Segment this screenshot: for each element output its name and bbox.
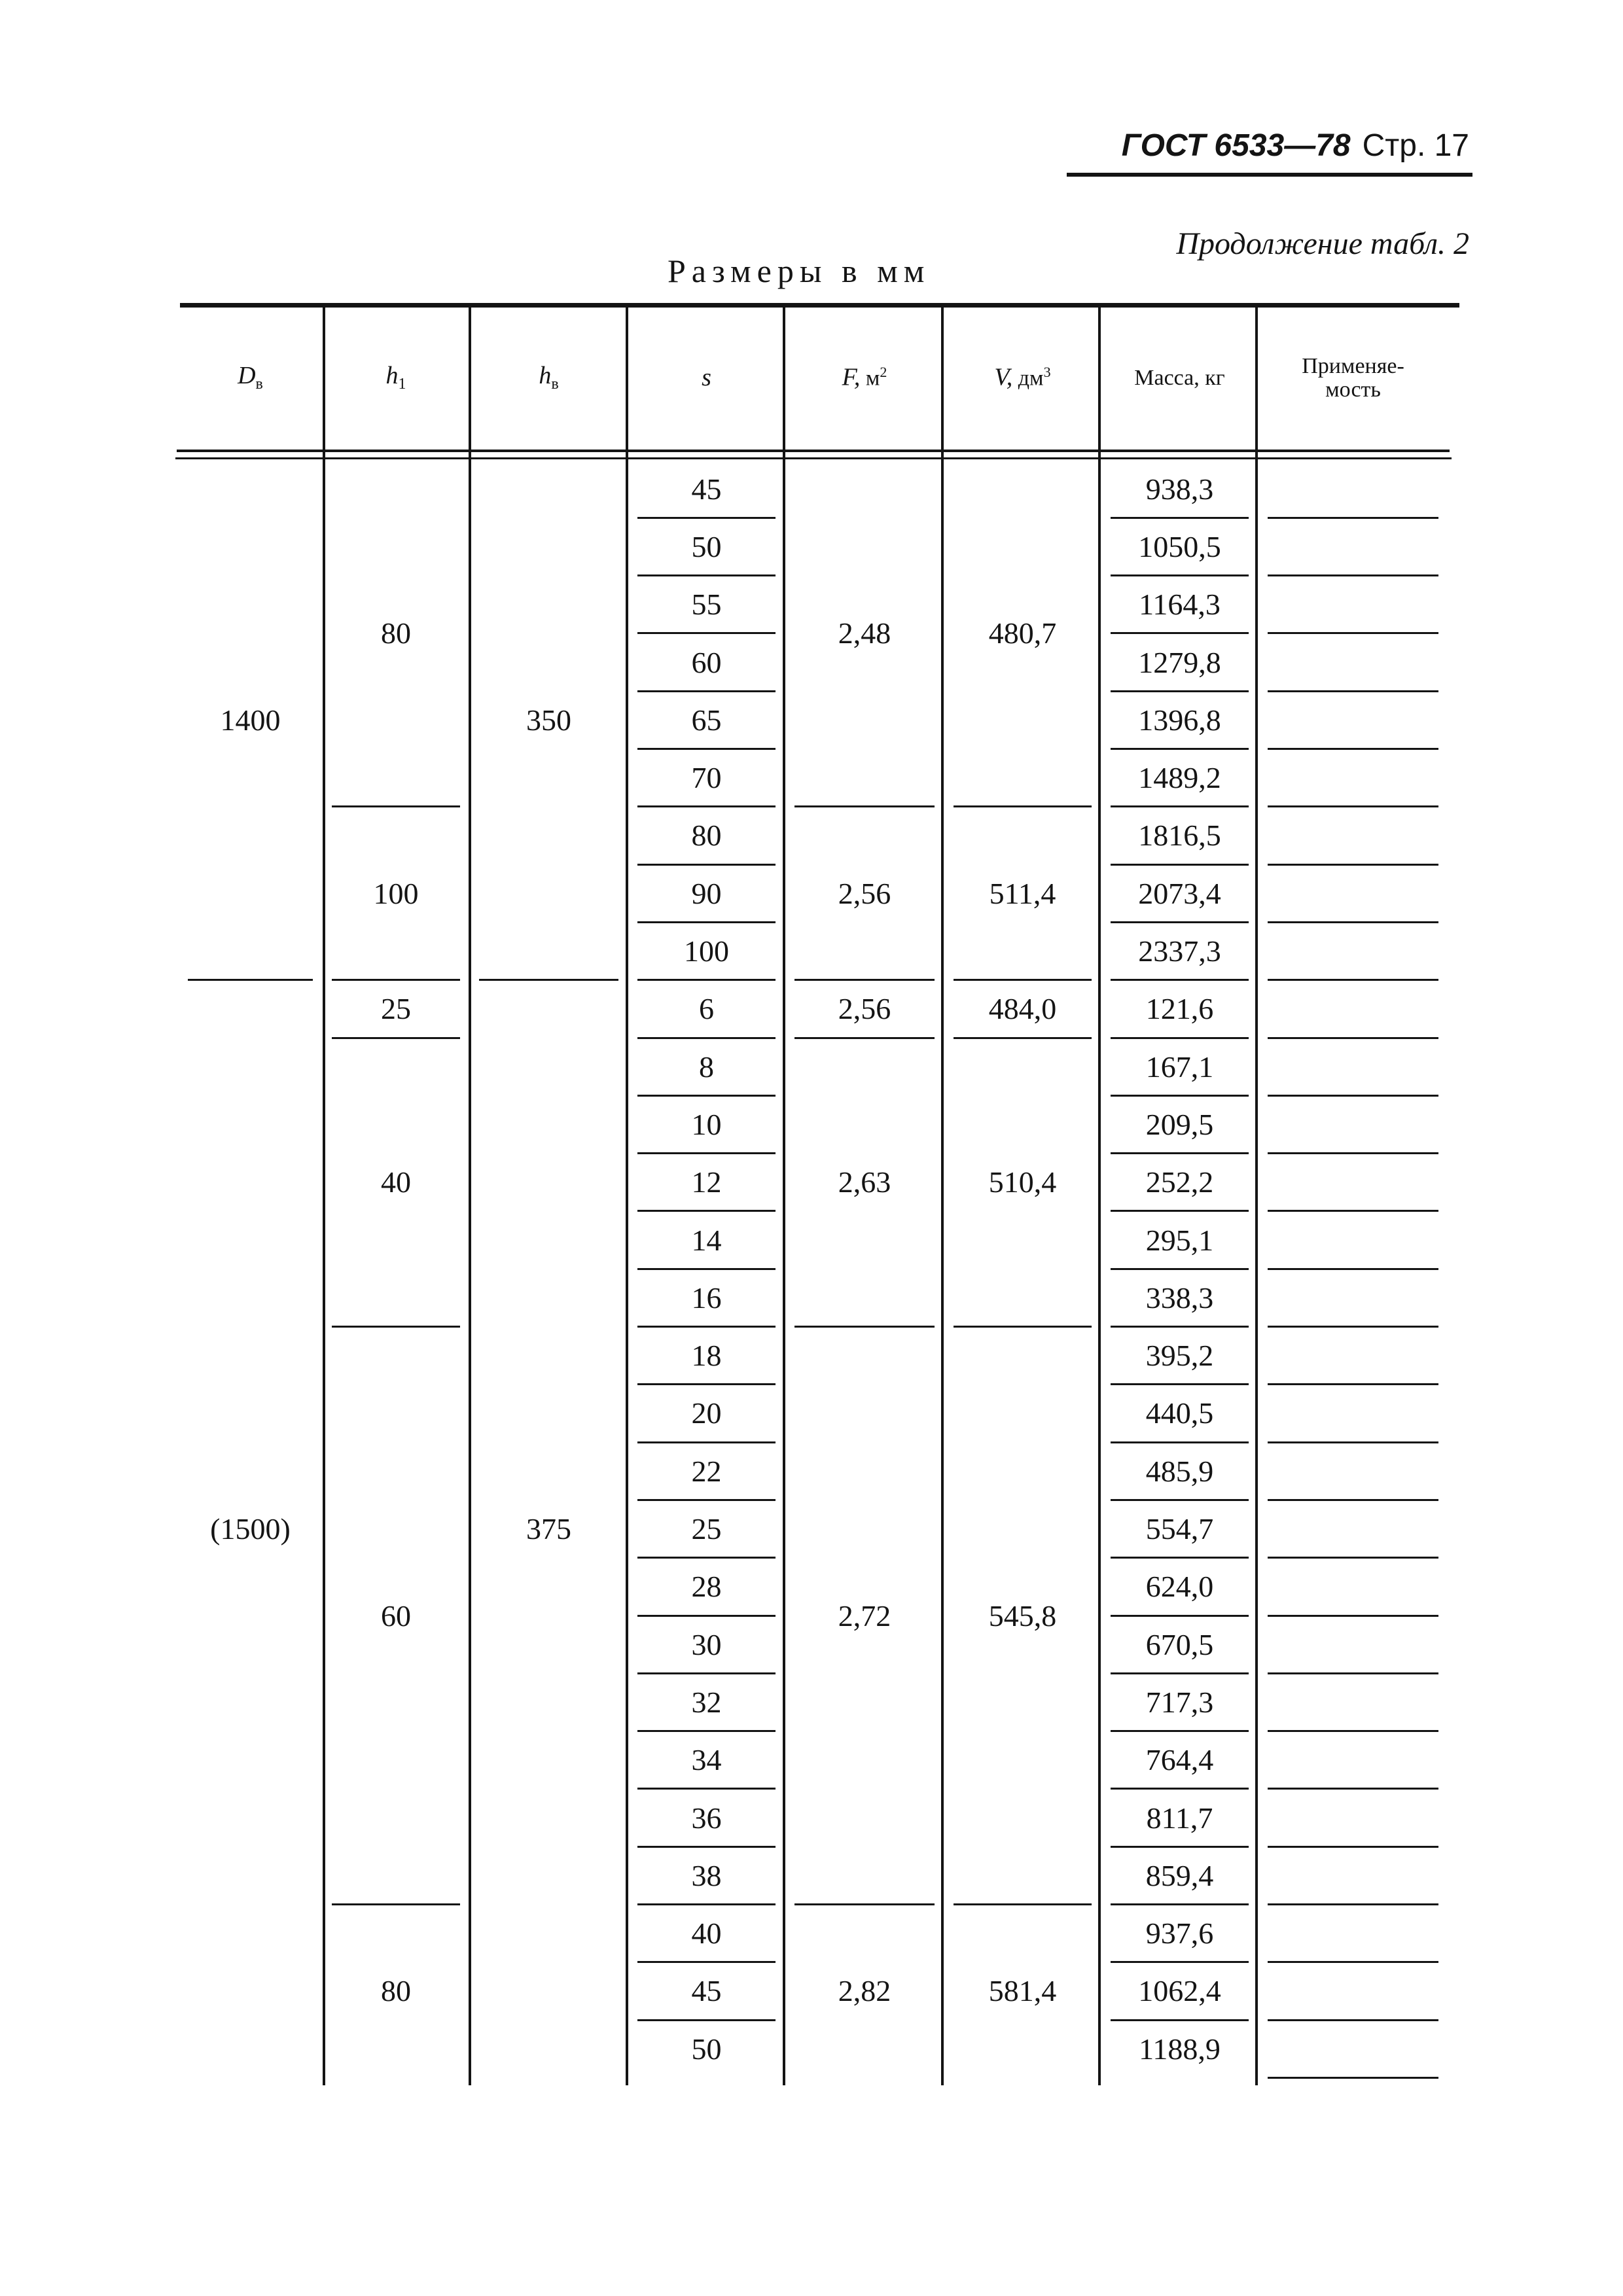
row-rule-applicability xyxy=(1268,2019,1438,2021)
col-header-f: F, $м^2$ xyxy=(842,363,887,391)
cell-mass: 2073,4 xyxy=(1138,876,1221,910)
cell-mass: 395,2 xyxy=(1145,1339,1214,1373)
cell-mass: 209,5 xyxy=(1145,1107,1214,1141)
row-rule-applicability xyxy=(1268,1557,1438,1559)
standard-number: ГОСТ 6533—78 xyxy=(1121,128,1351,163)
cell-mass: 167,1 xyxy=(1145,1050,1214,1084)
column-divider xyxy=(469,303,471,2085)
cell-mass: 859,4 xyxy=(1145,1858,1214,1892)
cell-mass: 252,2 xyxy=(1145,1165,1214,1199)
cell-s: 12 xyxy=(691,1165,722,1199)
col-header-v: V, $дм^3$ xyxy=(994,363,1051,391)
row-rule-applicability xyxy=(1268,1961,1438,1963)
row-rule-applicability xyxy=(1268,1730,1438,1732)
col-header-s: s xyxy=(702,363,711,391)
col-header-h1: $h_1$ xyxy=(385,362,406,393)
cell-mass: 1050,5 xyxy=(1138,529,1221,563)
cell-hv: 375 xyxy=(526,1512,571,1546)
cell-mass: 670,5 xyxy=(1145,1627,1214,1661)
cell-v: 581,4 xyxy=(988,1974,1057,2008)
cell-s: 100 xyxy=(684,934,729,968)
cell-f: 2,56 xyxy=(838,992,891,1026)
cell-mass: 1164,3 xyxy=(1139,588,1221,622)
cell-s: 8 xyxy=(699,1050,714,1084)
cell-mass: 554,7 xyxy=(1145,1512,1214,1546)
cell-h1: 40 xyxy=(381,1165,411,1199)
row-rule-applicability xyxy=(1268,517,1438,519)
column-divider xyxy=(1255,303,1258,2085)
row-rule-applicability xyxy=(1268,1152,1438,1154)
cell-mass: 717,3 xyxy=(1145,1685,1214,1719)
header-rule-upper xyxy=(177,450,1450,452)
cell-h1: 60 xyxy=(381,1598,411,1633)
row-rule-applicability xyxy=(1268,1846,1438,1848)
col-header-mass: Масса, кг xyxy=(1134,365,1225,390)
column-divider xyxy=(626,303,628,2085)
row-rule-applicability xyxy=(1268,805,1438,807)
cell-s: 38 xyxy=(691,1858,722,1892)
cell-s: 80 xyxy=(691,819,722,853)
row-rule-applicability xyxy=(1268,1383,1438,1385)
cell-v: 545,8 xyxy=(988,1598,1057,1633)
table-top-rule xyxy=(180,303,1459,308)
row-rule-applicability xyxy=(1268,1095,1438,1097)
page-number: Стр. 17 xyxy=(1362,128,1469,163)
row-rule-applicability xyxy=(1268,690,1438,692)
column-divider xyxy=(783,303,785,2085)
col-header-d: $D_в$ xyxy=(238,362,263,393)
cell-mass: 938,3 xyxy=(1145,472,1214,506)
row-rule-applicability xyxy=(1268,921,1438,923)
header-rule-lower xyxy=(175,457,1452,459)
col-header-hv: $h_в$ xyxy=(539,362,559,393)
cell-h1: 80 xyxy=(381,616,411,650)
cell-mass: 624,0 xyxy=(1145,1570,1214,1604)
cell-mass: 1396,8 xyxy=(1138,703,1221,737)
col-header-applicability: Применяе- мость xyxy=(1302,353,1404,402)
cell-h1: 80 xyxy=(381,1974,411,2008)
cell-mass: 1188,9 xyxy=(1139,2032,1221,2066)
cell-s: 50 xyxy=(691,2032,722,2066)
cell-s: 14 xyxy=(691,1223,722,1257)
cell-s: 65 xyxy=(691,703,722,737)
row-rule-applicability xyxy=(1268,864,1438,866)
cell-mass: 1062,4 xyxy=(1138,1974,1221,2008)
cell-d: 1400 xyxy=(220,703,281,737)
standard-designation xyxy=(1122,128,1469,164)
cell-v: 480,7 xyxy=(988,616,1057,650)
cell-s: 32 xyxy=(691,1685,722,1719)
cell-s: 45 xyxy=(691,1974,722,2008)
cell-s: 34 xyxy=(691,1743,722,1777)
cell-s: 22 xyxy=(691,1454,722,1488)
row-rule-applicability xyxy=(1268,1672,1438,1674)
cell-s: 18 xyxy=(691,1339,722,1373)
column-divider xyxy=(323,303,325,2085)
cell-s: 40 xyxy=(691,1916,722,1951)
page-header xyxy=(0,0,1623,314)
row-rule-applicability xyxy=(1268,1441,1438,1443)
cell-v: 511,4 xyxy=(989,876,1056,910)
cell-s: 16 xyxy=(691,1280,722,1315)
cell-f: 2,72 xyxy=(838,1598,891,1633)
cell-s: 10 xyxy=(691,1107,722,1141)
cell-v: 510,4 xyxy=(988,1165,1057,1199)
cell-mass: 2337,3 xyxy=(1138,934,1221,968)
cell-f: 2,56 xyxy=(838,876,891,910)
cell-h1: 25 xyxy=(381,992,411,1026)
row-rule-applicability xyxy=(1268,748,1438,750)
cell-mass: 485,9 xyxy=(1145,1454,1214,1488)
cell-d: (1500) xyxy=(210,1512,291,1546)
cell-mass: 1279,8 xyxy=(1138,645,1221,679)
cell-mass: 937,6 xyxy=(1145,1916,1214,1951)
cell-s: 28 xyxy=(691,1570,722,1604)
cell-s: 60 xyxy=(691,645,722,679)
cell-f: 2,63 xyxy=(838,1165,891,1199)
column-divider xyxy=(1098,303,1101,2085)
row-rule-applicability xyxy=(1268,1037,1438,1039)
cell-s: 45 xyxy=(691,472,722,506)
units-caption: Размеры в мм xyxy=(668,253,931,289)
row-rule-applicability xyxy=(1268,1788,1438,1790)
cell-mass: 1489,2 xyxy=(1138,761,1221,795)
row-rule-applicability xyxy=(1268,1210,1438,1212)
cell-h1: 100 xyxy=(373,876,419,910)
row-rule-applicability xyxy=(1268,632,1438,634)
column-divider xyxy=(941,303,944,2085)
row-rule-applicability xyxy=(1268,2077,1438,2079)
cell-mass: 811,7 xyxy=(1146,1801,1213,1835)
cell-s: 30 xyxy=(691,1627,722,1661)
cell-s: 20 xyxy=(691,1396,722,1430)
cell-v: 484,0 xyxy=(988,992,1057,1026)
cell-mass: 338,3 xyxy=(1145,1280,1214,1315)
cell-hv: 350 xyxy=(526,703,571,737)
cell-s: 70 xyxy=(691,761,722,795)
cell-s: 25 xyxy=(691,1512,722,1546)
cell-f: 2,82 xyxy=(838,1974,891,2008)
row-rule-applicability xyxy=(1268,1903,1438,1905)
table-continuation-caption: Продолжение табл. 2 xyxy=(1176,226,1469,261)
cell-mass: 1816,5 xyxy=(1138,819,1221,853)
row-rule-applicability xyxy=(1268,979,1438,981)
cell-s: 90 xyxy=(691,876,722,910)
row-rule-applicability xyxy=(1268,1499,1438,1501)
cell-s: 36 xyxy=(691,1801,722,1835)
cell-mass: 295,1 xyxy=(1145,1223,1214,1257)
cell-mass: 440,5 xyxy=(1145,1396,1214,1430)
cell-s: 55 xyxy=(691,588,722,622)
row-rule-applicability xyxy=(1268,1268,1438,1270)
header-rule xyxy=(1067,173,1472,177)
cell-mass: 764,4 xyxy=(1145,1743,1214,1777)
cell-f: 2,48 xyxy=(838,616,891,650)
row-rule-applicability xyxy=(1268,574,1438,576)
row-rule-applicability xyxy=(1268,1326,1438,1328)
row-rule-applicability xyxy=(1268,1615,1438,1617)
cell-s: 50 xyxy=(691,529,722,563)
cell-s: 6 xyxy=(699,992,714,1026)
cell-mass: 121,6 xyxy=(1145,992,1214,1026)
